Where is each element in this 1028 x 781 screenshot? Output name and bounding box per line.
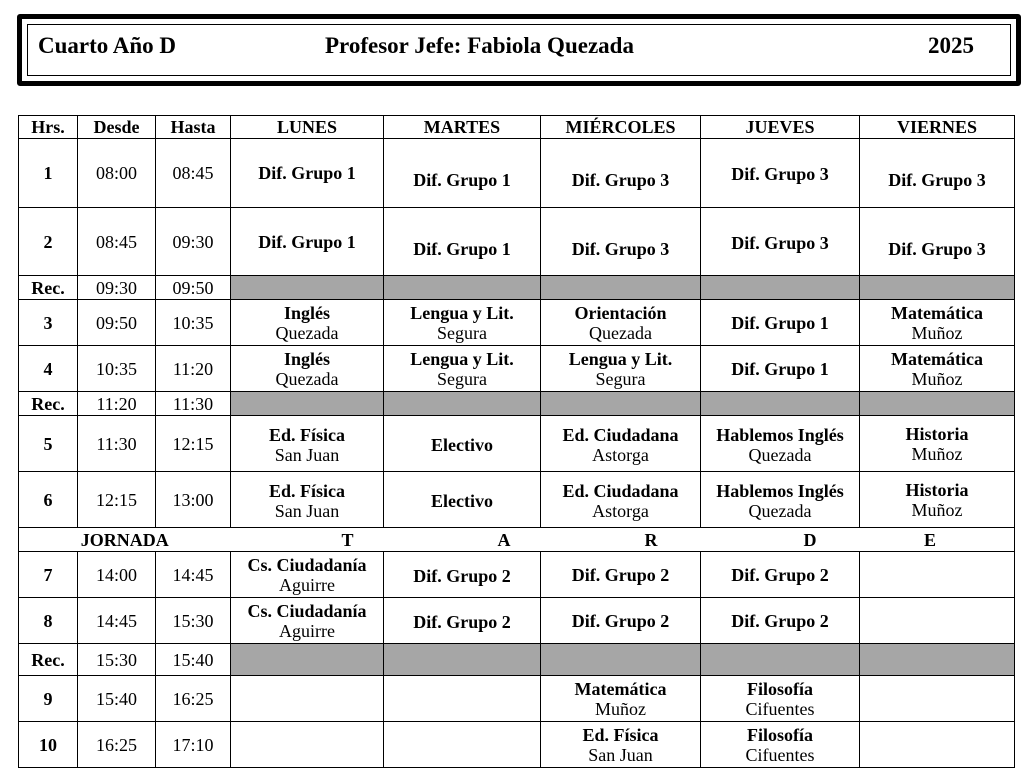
from-cell: 15:40	[78, 676, 156, 722]
table-row	[19, 552, 1015, 598]
subject: Historia	[905, 423, 969, 444]
hour-cell: 7	[19, 552, 78, 598]
header-box	[17, 14, 1021, 86]
subject: Dif. Grupo 2	[731, 564, 829, 585]
class-cell	[541, 208, 701, 276]
class-cell	[860, 472, 1015, 528]
to-cell: 10:35	[156, 300, 231, 346]
col-hrs: Hrs.	[19, 116, 78, 139]
year: 2025	[928, 33, 974, 58]
teacher: Quezada	[748, 444, 812, 465]
col-desde: Desde	[78, 116, 156, 139]
hour-cell: 3	[19, 300, 78, 346]
table-row	[19, 598, 1015, 644]
teacher: Quezada	[275, 322, 339, 343]
class-cell	[541, 139, 701, 208]
teacher: Aguirre	[279, 574, 335, 595]
from-cell: 14:45	[78, 598, 156, 644]
teacher: Muñoz	[911, 499, 963, 520]
from-cell: 10:35	[78, 346, 156, 392]
recess-cell	[384, 392, 541, 416]
class-cell	[384, 598, 541, 644]
subject: Electivo	[431, 434, 493, 455]
class-cell	[231, 208, 384, 276]
class-cell	[384, 300, 541, 346]
class-cell	[541, 346, 701, 392]
subject: Dif. Grupo 3	[888, 170, 986, 190]
teacher: San Juan	[588, 744, 653, 765]
col-lunes: LUNES	[231, 116, 384, 139]
to-cell: 08:45	[156, 139, 231, 208]
from-cell: 11:30	[78, 416, 156, 472]
subject: Inglés	[283, 348, 330, 369]
subject: Dif. Grupo 3	[571, 238, 670, 259]
recess-cell	[701, 392, 860, 416]
recess-row	[19, 392, 1015, 416]
teacher: Astorga	[592, 500, 649, 521]
class-cell	[701, 676, 860, 722]
class-cell	[860, 722, 1015, 768]
subject: Dif. Grupo 3	[571, 170, 670, 190]
header-row	[19, 116, 1015, 139]
hour-cell: 6	[19, 472, 78, 528]
subject: Ed. Ciudadana	[562, 424, 679, 445]
subject: Dif. Grupo 2	[413, 611, 511, 632]
teacher: Quezada	[275, 368, 339, 389]
class-cell	[231, 139, 384, 208]
class-cell	[384, 676, 541, 722]
teacher: Aguirre	[279, 620, 335, 641]
class-cell	[231, 300, 384, 346]
hour-cell: 10	[19, 722, 78, 768]
recess-cell	[384, 644, 541, 676]
hour-cell: Rec.	[19, 276, 78, 300]
class-cell	[231, 552, 384, 598]
teacher: Astorga	[592, 444, 649, 465]
class-cell	[541, 300, 701, 346]
to-cell: 15:40	[156, 644, 231, 676]
class-cell	[860, 598, 1015, 644]
hour-cell: 2	[19, 208, 78, 276]
class-cell	[384, 208, 541, 276]
col-hasta: Hasta	[156, 116, 231, 139]
subject: Dif. Grupo 2	[571, 610, 670, 631]
class-cell	[701, 346, 860, 392]
subject: Dif. Grupo 2	[571, 564, 670, 585]
teacher: Muñoz	[911, 368, 963, 389]
recess-cell	[541, 276, 701, 300]
to-cell: 14:45	[156, 552, 231, 598]
subject: Cs. Ciudadanía	[247, 600, 367, 621]
class-cell	[384, 472, 541, 528]
jornada-letter: A	[384, 528, 541, 552]
subject: Matemática	[574, 678, 667, 699]
subject: Filosofía	[747, 678, 813, 699]
from-cell: 09:30	[78, 276, 156, 300]
class-cell	[541, 552, 701, 598]
course-title: Cuarto Año D	[38, 33, 177, 58]
from-cell: 16:25	[78, 722, 156, 768]
class-cell	[231, 346, 384, 392]
from-cell: 12:15	[78, 472, 156, 528]
to-cell: 16:25	[156, 676, 231, 722]
class-cell	[860, 552, 1015, 598]
from-cell: 11:20	[78, 392, 156, 416]
subject: Ed. Ciudadana	[562, 480, 679, 501]
table-row	[19, 416, 1015, 472]
hour-cell: 1	[19, 139, 78, 208]
to-cell: 09:50	[156, 276, 231, 300]
table-row	[19, 676, 1015, 722]
recess-row	[19, 276, 1015, 300]
jornada-row	[19, 528, 1015, 552]
recess-cell	[701, 276, 860, 300]
class-cell	[384, 346, 541, 392]
class-cell	[860, 208, 1015, 276]
recess-cell	[860, 392, 1015, 416]
teacher: Cifuentes	[745, 744, 815, 765]
jornada-letter: T	[231, 528, 384, 552]
table-row	[19, 722, 1015, 768]
jornada-letter: E	[860, 528, 1015, 552]
to-cell: 09:30	[156, 208, 231, 276]
subject: Dif. Grupo 2	[413, 565, 511, 586]
hour-cell: 4	[19, 346, 78, 392]
subject: Orientación	[574, 302, 667, 323]
class-cell	[384, 139, 541, 208]
subject: Cs. Ciudadanía	[247, 554, 367, 575]
class-cell	[541, 598, 701, 644]
recess-cell	[860, 644, 1015, 676]
class-cell	[231, 722, 384, 768]
subject: Dif. Grupo 1	[413, 170, 511, 190]
table-row	[19, 346, 1015, 392]
class-cell	[701, 552, 860, 598]
class-cell	[384, 722, 541, 768]
jornada-label: JORNADA	[19, 528, 231, 552]
subject: Hablemos Inglés	[716, 480, 844, 501]
to-cell: 15:30	[156, 598, 231, 644]
table-row	[19, 300, 1015, 346]
from-cell: 08:45	[78, 208, 156, 276]
teacher: San Juan	[274, 500, 340, 521]
subject: Dif. Grupo 1	[731, 358, 829, 379]
teacher: Quezada	[589, 322, 652, 343]
class-cell	[701, 208, 860, 276]
subject: Filosofía	[747, 724, 813, 745]
subject: Hablemos Inglés	[716, 424, 844, 445]
teacher: Muñoz	[911, 443, 963, 464]
to-cell: 12:15	[156, 416, 231, 472]
class-cell	[860, 676, 1015, 722]
schedule-table	[18, 115, 1015, 768]
to-cell: 11:20	[156, 346, 231, 392]
recess-cell	[541, 644, 701, 676]
subject: Lengua y Lit.	[568, 348, 673, 369]
teacher: Segura	[437, 368, 487, 389]
teacher: Cifuentes	[745, 698, 815, 719]
class-cell	[231, 676, 384, 722]
class-cell	[541, 472, 701, 528]
hour-cell: Rec.	[19, 392, 78, 416]
subject: Dif. Grupo 2	[731, 610, 829, 631]
recess-row	[19, 644, 1015, 676]
subject: Historia	[905, 479, 969, 500]
class-cell	[860, 346, 1015, 392]
class-cell	[384, 552, 541, 598]
from-cell: 08:00	[78, 139, 156, 208]
class-cell	[541, 676, 701, 722]
from-cell: 15:30	[78, 644, 156, 676]
recess-cell	[231, 644, 384, 676]
class-cell	[860, 416, 1015, 472]
class-cell	[860, 300, 1015, 346]
recess-cell	[860, 276, 1015, 300]
col-miercoles: MIÉRCOLES	[541, 116, 701, 139]
table-row	[19, 472, 1015, 528]
teacher: Segura	[437, 322, 487, 343]
teacher: Quezada	[748, 500, 812, 521]
subject: Dif. Grupo 1	[731, 312, 829, 333]
subject: Dif. Grupo 1	[258, 163, 356, 183]
table-row	[19, 139, 1015, 208]
table-row	[19, 208, 1015, 276]
subject: Inglés	[283, 302, 330, 323]
teacher: San Juan	[274, 444, 340, 465]
teacher: Muñoz	[911, 322, 963, 343]
class-cell	[701, 416, 860, 472]
to-cell: 13:00	[156, 472, 231, 528]
class-cell	[701, 139, 860, 208]
subject: Dif. Grupo 1	[413, 238, 511, 259]
jornada-letter: R	[541, 528, 701, 552]
col-martes: MARTES	[384, 116, 541, 139]
subject: Ed. Física	[268, 480, 345, 501]
subject: Dif. Grupo 3	[888, 238, 986, 259]
recess-cell	[701, 644, 860, 676]
class-cell	[701, 472, 860, 528]
subject: Ed. Física	[582, 724, 659, 745]
class-cell	[231, 416, 384, 472]
jornada-letter: D	[701, 528, 860, 552]
to-cell: 11:30	[156, 392, 231, 416]
from-cell: 09:50	[78, 300, 156, 346]
subject: Dif. Grupo 1	[258, 231, 356, 252]
recess-cell	[231, 392, 384, 416]
from-cell: 14:00	[78, 552, 156, 598]
subject: Dif. Grupo 3	[731, 164, 829, 184]
class-cell	[384, 416, 541, 472]
hour-cell: Rec.	[19, 644, 78, 676]
hour-cell: 5	[19, 416, 78, 472]
subject: Matemática	[891, 348, 983, 369]
class-cell	[231, 598, 384, 644]
to-cell: 17:10	[156, 722, 231, 768]
col-jueves: JUEVES	[701, 116, 860, 139]
subject: Electivo	[431, 490, 493, 511]
subject: Dif. Grupo 3	[731, 232, 829, 253]
header-inner	[27, 24, 1011, 76]
recess-cell	[541, 392, 701, 416]
hour-cell: 9	[19, 676, 78, 722]
class-cell	[701, 722, 860, 768]
head-teacher: Profesor Jefe: Fabiola Quezada	[325, 33, 634, 58]
recess-cell	[231, 276, 384, 300]
subject: Lengua y Lit.	[410, 348, 514, 369]
subject: Lengua y Lit.	[410, 302, 514, 323]
recess-cell	[384, 276, 541, 300]
teacher: Segura	[595, 368, 646, 389]
subject: Matemática	[891, 302, 983, 323]
class-cell	[541, 416, 701, 472]
class-cell	[701, 598, 860, 644]
teacher: Muñoz	[595, 698, 646, 719]
class-cell	[860, 139, 1015, 208]
class-cell	[701, 300, 860, 346]
subject: Ed. Física	[268, 424, 345, 445]
class-cell	[231, 472, 384, 528]
col-viernes: VIERNES	[860, 116, 1015, 139]
hour-cell: 8	[19, 598, 78, 644]
class-cell	[541, 722, 701, 768]
